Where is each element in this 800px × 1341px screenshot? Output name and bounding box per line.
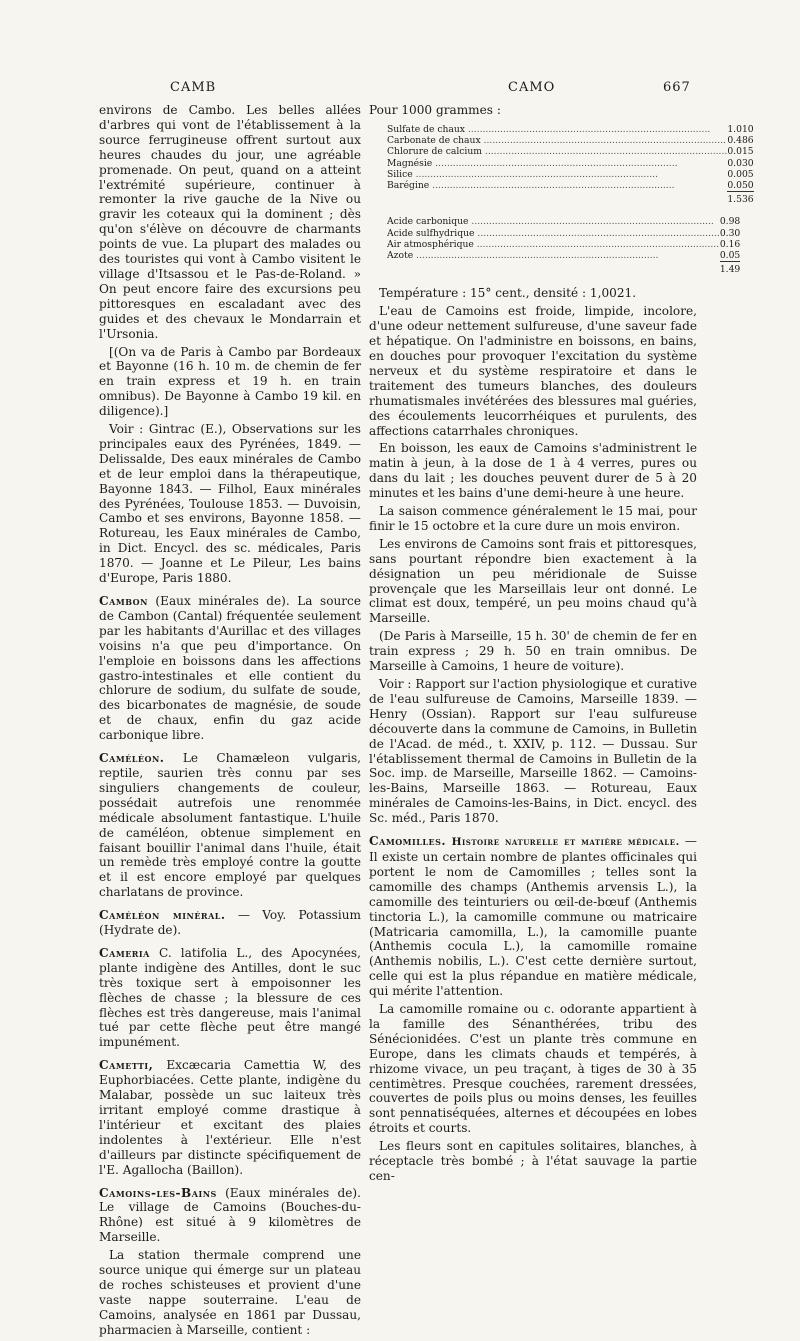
substance-value: 0.050 <box>727 179 754 191</box>
paragraph: L'eau de Camoins est froide, limpide, incolore, d'une odeur nettement sulfureuse, d'une saveur fade et hépatique. On l'administre en boissons, en bains, en douches pour provoquer l'excitation du système nerveux et du système respiratoire et dans le traitement des tumeurs blanches, des douleurs rhumatismales invétérées des blessures mal guéries, des écoulements leucorrhéiques et purulents, des affections catarrhales chroniques. <box>369 304 697 438</box>
paragraph: La station thermale comprend une source unique qui émerge sur un plateau de roches schisteuses et provient d'une vaste nappe souterraine. L'eau de Camoins, analysée en 1861 par Dussau, pharmacien à Marseille, contient : <box>99 1248 361 1337</box>
table-row <box>387 146 754 157</box>
headword: Camoins-les-Bains <box>99 1185 217 1200</box>
left-column <box>99 103 361 1341</box>
entry-body: C. latifolia L., des Apocynées, plante indigène des Antilles, dont le suc très toxique sert à empoisonner les flèches de chasse ; la blessure de ces flèches est très dangereuse, mais l'animal tué par cette flèche peut être mangé impunément. <box>99 945 361 1050</box>
temperature-line: Température : 15° cent., densité : 1,0021. <box>379 286 637 301</box>
substance-value: 0.98 <box>719 216 741 228</box>
entry-camoins-les-bains <box>99 1186 361 1246</box>
composition-table-gases <box>387 216 740 280</box>
paragraph: Les fleurs sont en capitules solitaires, blanches, à réceptacle très bombé ; à l'état sauvage la partie cen- <box>369 1139 697 1183</box>
table-row <box>387 169 754 180</box>
paragraph: La camomille romaine ou c. odorante appartient à la famille des Sénanthérées, tribu des Sénécionidées. C'est un plante très commune en Europe, dans les climats chauds et tempérés, à rhizome vivace, un peu traçant, à tiges de 30 à 35 centimètres. Presque couchées, rarement dressées, couvertes de poils plus ou moins denses, les feuilles sont pennatiséquées, alternes et découpées en lobes étroits et courts. <box>369 1002 697 1136</box>
substance-value: 0.05 <box>719 249 741 261</box>
headword: Camomilles. <box>369 834 447 849</box>
substance-name: Azote ..... <box>387 250 720 262</box>
substance-name: Silice ..... <box>387 169 727 180</box>
substance-name: Acide carbonique ..... <box>387 216 720 227</box>
substance-name: Barégine ..... <box>387 180 727 192</box>
substance-value: 0.015 <box>727 146 754 158</box>
travel-note: (De Paris à Marseille, 15 h. 30' de chemin de fer en train express ; 29 h. 50 en train omnibus. De Marseille à Camoins, 1 heure de voiture). <box>369 629 697 674</box>
headword: Caméléon. <box>99 751 165 766</box>
running-head-center: CAMO <box>508 80 556 95</box>
entry-body: (Eaux minérales de). La source de Cambon (Cantal) fréquentée seulement par les habitants d'Aurillac et des villages voisins n'a que peu d'importance. On l'emploie en boissons dans les affections gastro-intestinales et elle contient du chlorure de sodium, du sulfate de soude, des bicarbonates de magnésie, de soude et de chaux, enfin du gaz acide carbonique libre. <box>99 594 361 743</box>
substance-value: 0.16 <box>719 238 741 250</box>
table-row <box>387 216 740 227</box>
substance-name: Chlorure de calcium ..... <box>387 146 727 157</box>
composition-table-salts <box>387 124 754 210</box>
headword: Cameria <box>99 945 150 960</box>
entry-body: — Il existe un certain nombre de plantes officinales qui portent le nom de Camomilles ; telles sont la camomille des champs (Anthemis arvensis L.), la camomille des teinturiers ou œil-de-bœuf (Anthemis tinctoria L.), la camomille commune ou matricaire (Matricaria camomilla, L.), la camomille puante (Anthemis cocula L.), la camomille romaine (Anthemis nobilis, L.). C'est cette dernière surtout, celle qui est la plus répandue en matière médicale, qui mérite l'attention. <box>369 834 697 999</box>
running-head-left: CAMB <box>170 80 217 95</box>
substance-value: 0.030 <box>727 157 754 169</box>
entry-cambon <box>99 594 361 743</box>
entry-cameleon-mineral <box>99 908 361 938</box>
table-row <box>387 180 754 192</box>
substance-name: Carbonate de chaux ..... <box>387 135 727 146</box>
substance-value: 0.486 <box>727 135 754 147</box>
entry-cametti <box>99 1058 361 1177</box>
entry-camomilles <box>369 834 697 999</box>
headword: Cambon <box>99 594 148 608</box>
table-intro: Pour 1000 grammes : <box>369 103 501 117</box>
page-number: 667 <box>663 80 691 95</box>
entry-body: Excæcaria Camettia W, des Euphorbiacées. Cette plante, indigène du Malabar, possède un suc laiteux très irritant employé comme drastique à l'intérieur et excitant des plaies indolentes à l'extérieur. Elle n'est d'ailleurs par distincte spécifiquement de l'E. Agallocha (Baillon). <box>99 1058 361 1177</box>
substance-name: Magnésie ..... <box>387 158 727 169</box>
table-row <box>387 158 754 169</box>
table-row <box>387 135 754 146</box>
substance-value: 0.005 <box>727 168 754 180</box>
entry-body: (Eaux minérales de). Le village de Camoins (Bouches-du-Rhône) est situé à 9 kilomètres de Marseille. <box>99 1185 361 1245</box>
paragraph: En boisson, les eaux de Camoins s'administrent le matin à jeun, à la dose de 1 à 4 verres, pures ou dans du lait ; les douches peuvent durer de 5 à 20 minutes et les bains d'une demi-heure à une heure. <box>369 441 697 501</box>
entry-subtitle: Histoire naturelle et matière médicale. <box>446 836 680 849</box>
travel-note: [(On va de Paris à Cambo par Bordeaux et Bayonne (16 h. 10 m. de chemin de fer en train express et 19 h. en train omnibus). De Bayonne à Cambo 19 kil. en diligence).] <box>99 344 361 419</box>
headword: Caméléon minéral. <box>99 908 226 923</box>
entry-cameleon <box>99 751 361 900</box>
table-total: 1.536 <box>727 192 753 211</box>
paragraph: La saison commence généralement le 15 mai, pour finir le 15 octobre et la cure dure un mois environ. <box>369 504 697 533</box>
paragraph: Les environs de Camoins sont frais et pittoresques, sans pourtant répondre bien exactement à la désignation un peu méridionale de Suisse provençale que les Marseillais leur ont donné. Le climat est doux, tempéré, un peu moins chaud qu'à Marseille. <box>369 536 697 626</box>
bibliography: Voir : Gintrac (E.), Observations sur les principales eaux des Pyrénées, 1849. — Delissalde, Des eaux minérales de Cambo et de leur emploi dans la thérapeutique, Bayonne 1843. — Filhol, Eaux minérales des Pyrénées, Toulouse 1853. — Duvoisin, Cambo et ses environs, Bayonne 1858. — Rotureau, les Eaux minérales de Cambo, in Dict. Encycl. des sc. médicales, Paris 1870. — Joanne et Le Pileur, Les bains d'Europe, Paris 1880. <box>99 422 361 586</box>
substance-name: Sulfate de chaux ..... <box>387 124 727 135</box>
bibliography: Voir : Rapport sur l'action physiologique et curative de l'eau sulfureuse de Camoins, Marseille 1839. — Henry (Ossian). Rapport sur l'eau sulfureuse découverte dans la commune de Camoins, in Bulletin de l'Acad. de méd., t. XXIV, p. 112. — Dussau. Sur l'établissement thermal de Camoins in Bulletin de la Soc. imp. de Marseille, Marseille 1862. — Camoins-les-Bains, Marseille 1863. — Rotureau, Eaux minérales de Camoins-les-Bains, in Dict. encycl. des Sc. méd., Paris 1870. <box>369 677 697 826</box>
headword: Cametti, <box>99 1058 154 1073</box>
table-row <box>387 250 740 262</box>
table-row <box>387 124 754 135</box>
right-column <box>369 103 754 1187</box>
paragraph: environs de Cambo. Les belles allées d'arbres qui vont de l'établissement à la source ferrugineuse offrent surtout aux heures chaudes du jour, une agréable promenade. On peut, quand on a atteint l'extrémité supérieure, continuer à remonter la rive gauche de la Nive ou gravir les coteaux qui la dominent ; dès qu'on s'élève on découvre de charmants points de vue. La plupart des malades ou des touristes qui vont à Cambo visitent le village d'Itsassou et le Pas-de-Roland. » On peut encore faire des excursions peu pittoresques en escaladant avec des guides et des chevaux le Mondarrain et l'Ursonia. <box>99 103 361 341</box>
substance-name: Acide sulfhydrique ..... <box>387 228 720 239</box>
table-total: 1.49 <box>720 262 740 281</box>
substance-value: 1.010 <box>727 123 754 135</box>
entry-cameria <box>99 946 361 1050</box>
entry-body: Le Chamæleon vulgaris, reptile, saurien très connu par ses singuliers changements de couleur, possédait autrefois une renommée médicale absolument fantastique. L'huile de caméléon, obtenue simplement en faisant bouillir l'animal dans l'huile, était un remède très employé contre la goutte et il est encore employé par quelques charlatans de province. <box>99 751 361 900</box>
table-row <box>387 228 740 239</box>
substance-value: 0.30 <box>719 227 741 239</box>
entry-body: — Voy. Potassium (Hydrate de). <box>99 908 362 938</box>
substance-name: Air atmosphérique ..... <box>387 239 720 250</box>
table-row <box>387 239 740 250</box>
